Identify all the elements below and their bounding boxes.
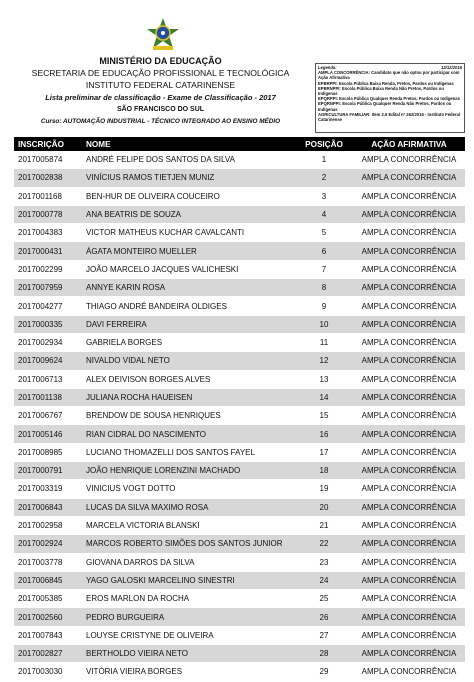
acao-afirmativa-cell: AMPLA CONCORRÊNCIA [353,242,465,260]
acao-afirmativa-cell: AMPLA CONCORRÊNCIA [353,425,465,443]
legend-item: AMPLA CONCORRÊNCIA: Candidato que não optou por participar com Ação Afirmativa [318,70,460,81]
course-title: Curso: AUTOMAÇÃO INDUSTRIAL - TÉCNICO INTEGRADO AO ENSINO MÉDIO [40,118,281,125]
table-row [14,626,465,644]
table-row [14,205,465,223]
posicao-cell: 10 [295,315,353,333]
inscricao-cell: 2017006845 [14,571,82,589]
inscricao-cell: 2017002560 [14,608,82,626]
inscricao-cell: 2017001168 [14,187,82,205]
posicao-cell: 11 [295,333,353,351]
acao-afirmativa-cell: AMPLA CONCORRÊNCIA [353,151,465,169]
nome-cell: NIVALDO VIDAL NETO [82,352,295,370]
acao-afirmativa-cell: AMPLA CONCORRÊNCIA [353,388,465,406]
posicao-cell: 19 [295,480,353,498]
table-row [14,462,465,480]
posicao-cell: 9 [295,297,353,315]
acao-afirmativa-cell: AMPLA CONCORRÊNCIA [353,315,465,333]
posicao-cell: 14 [295,388,353,406]
table-row [14,187,465,205]
posicao-cell: 8 [295,279,353,297]
nome-cell: ALEX DEIVISON BORGES ALVES [82,370,295,388]
inscricao-cell: 2017002934 [14,333,82,351]
posicao-cell: 1 [295,151,353,169]
table-row [14,169,465,187]
table-row [14,388,465,406]
inscricao-cell: 2017007959 [14,279,82,297]
inscricao-cell: 2017003030 [14,663,82,681]
acao-afirmativa-cell: AMPLA CONCORRÊNCIA [353,590,465,608]
nome-cell: YAGO GALOSKI MARCELINO SINESTRI [82,571,295,589]
table-row [14,279,465,297]
table-row [14,516,465,534]
table-row [14,224,465,242]
table-row [14,151,465,169]
table-header-row [14,137,465,151]
legend-title: Legenda: [318,65,337,70]
table-row [14,242,465,260]
table-row [14,480,465,498]
inscricao-cell: 2017002958 [14,516,82,534]
inscricao-cell: 2017005385 [14,590,82,608]
inscricao-cell: 2017005146 [14,425,82,443]
posicao-cell: 27 [295,626,353,644]
posicao-cell: 28 [295,645,353,663]
acao-afirmativa-cell: AMPLA CONCORRÊNCIA [353,480,465,498]
nome-cell: RIAN CIDRAL DO NASCIMENTO [82,425,295,443]
legend-box [315,63,465,133]
column-header-inscricao: INSCRIÇÃO [14,137,82,151]
acao-afirmativa-cell: AMPLA CONCORRÊNCIA [353,297,465,315]
posicao-cell: 4 [295,205,353,223]
inscricao-cell: 2017004277 [14,297,82,315]
acao-afirmativa-cell: AMPLA CONCORRÊNCIA [353,205,465,223]
institute-title: INSTITUTO FEDERAL CATARINENSE [85,80,236,90]
acao-afirmativa-cell: AMPLA CONCORRÊNCIA [353,224,465,242]
nome-cell: ANDRÉ FELIPE DOS SANTOS DA SILVA [82,151,295,169]
inscricao-cell: 2017000431 [14,242,82,260]
acao-afirmativa-cell: AMPLA CONCORRÊNCIA [353,553,465,571]
inscricao-cell: 2017009624 [14,352,82,370]
table-row [14,352,465,370]
table-row [14,315,465,333]
nome-cell: MARCOS ROBERTO SIMÕES DOS SANTOS JUNIOR [82,535,295,553]
acao-afirmativa-cell: AMPLA CONCORRÊNCIA [353,260,465,278]
inscricao-cell: 2017003319 [14,480,82,498]
inscricao-cell: 2017002924 [14,535,82,553]
nome-cell: JULIANA ROCHA HAUEISEN [82,388,295,406]
acao-afirmativa-cell: AMPLA CONCORRÊNCIA [353,370,465,388]
nome-cell: GIOVANA DARROS DA SILVA [82,553,295,571]
posicao-cell: 13 [295,370,353,388]
nome-cell: ANNYE KARIN ROSA [82,279,295,297]
nome-cell: VINÍCIUS RAMOS TIETJEN MUNIZ [82,169,295,187]
posicao-cell: 12 [295,352,353,370]
inscricao-cell: 2017005874 [14,151,82,169]
acao-afirmativa-cell: AMPLA CONCORRÊNCIA [353,279,465,297]
table-row [14,645,465,663]
nome-cell: GABRIELA BORGES [82,333,295,351]
list-title: Lista preliminar de classificação - Exame de Classificação - 2017 [45,93,276,102]
legend-item: EPBRPPI: Escola Pública Baixa Renda, Pretos, Pardos ou Indígenas [318,80,454,86]
nome-cell: ANA BEATRIS DE SOUZA [82,205,295,223]
table-row [14,425,465,443]
inscricao-cell: 2017001138 [14,388,82,406]
nome-cell: DAVI FERREIRA [82,315,295,333]
nome-cell: LUCAS DA SILVA MAXIMO ROSA [82,498,295,516]
acao-afirmativa-cell: AMPLA CONCORRÊNCIA [353,571,465,589]
posicao-cell: 2 [295,169,353,187]
inscricao-cell: 2017003778 [14,553,82,571]
acao-afirmativa-cell: AMPLA CONCORRÊNCIA [353,626,465,644]
nome-cell: THIAGO ANDRÉ BANDEIRA OLDIGES [82,297,295,315]
classification-table [14,137,465,682]
acao-afirmativa-cell: AMPLA CONCORRÊNCIA [353,352,465,370]
column-header-acao-afirmativa: AÇÃO AFIRMATIVA [353,137,465,151]
acao-afirmativa-cell: AMPLA CONCORRÊNCIA [353,498,465,516]
ministry-title: MINISTÉRIO DA EDUCAÇÃO [99,56,222,66]
posicao-cell: 6 [295,242,353,260]
acao-afirmativa-cell: AMPLA CONCORRÊNCIA [353,443,465,461]
legend-item: EPBRNPPI: Escola Pública Baixa Renda Não Pretos, Pardos ou Indígenas [318,85,444,97]
acao-afirmativa-cell: AMPLA CONCORRÊNCIA [353,407,465,425]
table-row [14,663,465,681]
nome-cell: PEDRO BURGUEIRA [82,608,295,626]
inscricao-cell: 2017002299 [14,260,82,278]
nome-cell: JOÃO HENRIQUE LORENZINI MACHADO [82,462,295,480]
legend-item: EPQRPPI: Escola Pública Qualquer Renda Pretos, Pardos ou Indígenas [318,96,460,102]
posicao-cell: 5 [295,224,353,242]
table-row [14,608,465,626]
legend-item: AGRICULTURA FAMILIAR: Item 2.6 Edital nº 262/2016 - Instituto Federal Catarinense [318,111,461,123]
inscricao-cell: 2017004383 [14,224,82,242]
header-text-block [8,56,313,128]
nome-cell: BRENDOW DE SOUSA HENRIQUES [82,407,295,425]
brazil-coat-of-arms-icon [145,17,181,53]
nome-cell: VINICIUS VOGT DOTTO [82,480,295,498]
inscricao-cell: 2017006713 [14,370,82,388]
nome-cell: BERTHOLDO VIEIRA NETO [82,645,295,663]
document-header [0,0,474,140]
posicao-cell: 16 [295,425,353,443]
inscricao-cell: 2017008985 [14,443,82,461]
campus-title: SÃO FRANCISCO DO SUL [116,106,205,113]
inscricao-cell: 2017000791 [14,462,82,480]
table-row [14,590,465,608]
acao-afirmativa-cell: AMPLA CONCORRÊNCIA [353,608,465,626]
posicao-cell: 29 [295,663,353,681]
table-row [14,333,465,351]
posicao-cell: 15 [295,407,353,425]
nome-cell: EROS MARLON DA ROCHA [82,590,295,608]
column-header-posicao: POSIÇÃO [295,137,353,151]
acao-afirmativa-cell: AMPLA CONCORRÊNCIA [353,663,465,681]
table-row [14,297,465,315]
table-row [14,498,465,516]
inscricao-cell: 2017002827 [14,645,82,663]
inscricao-cell: 2017000335 [14,315,82,333]
posicao-cell: 7 [295,260,353,278]
nome-cell: ÁGATA MONTEIRO MUELLER [82,242,295,260]
table-row [14,571,465,589]
nome-cell: LUCIANO THOMAZELLI DOS SANTOS FAYEL [82,443,295,461]
acao-afirmativa-cell: AMPLA CONCORRÊNCIA [353,187,465,205]
posicao-cell: 23 [295,553,353,571]
posicao-cell: 3 [295,187,353,205]
posicao-cell: 20 [295,498,353,516]
posicao-cell: 24 [295,571,353,589]
acao-afirmativa-cell: AMPLA CONCORRÊNCIA [353,462,465,480]
posicao-cell: 26 [295,608,353,626]
nome-cell: MARCELA VICTORIA BLANSKI [82,516,295,534]
secretariat-title: SECRETARIA DE EDUCAÇÃO PROFISSIONAL E TECNOLÓGICA [31,68,290,78]
acao-afirmativa-cell: AMPLA CONCORRÊNCIA [353,516,465,534]
table-row [14,370,465,388]
inscricao-cell: 2017002838 [14,169,82,187]
inscricao-cell: 2017006843 [14,498,82,516]
posicao-cell: 18 [295,462,353,480]
table-row [14,407,465,425]
inscricao-cell: 2017007843 [14,626,82,644]
acao-afirmativa-cell: AMPLA CONCORRÊNCIA [353,333,465,351]
posicao-cell: 21 [295,516,353,534]
inscricao-cell: 2017000778 [14,205,82,223]
acao-afirmativa-cell: AMPLA CONCORRÊNCIA [353,169,465,187]
acao-afirmativa-cell: AMPLA CONCORRÊNCIA [353,645,465,663]
table-row [14,260,465,278]
table-row [14,553,465,571]
table-row [14,443,465,461]
legend-item: EPQRNPPI: Escola Pública Qualquer Renda Não Pretos, Pardos ou Indígenas [318,101,452,112]
table-row [14,535,465,553]
nome-cell: JOÃO MARCELO JACQUES VALICHESKI [82,260,295,278]
legend-date: 12/12/2016 [441,65,462,70]
nome-cell: LOUYSE CRISTYNE DE OLIVEIRA [82,626,295,644]
acao-afirmativa-cell: AMPLA CONCORRÊNCIA [353,535,465,553]
nome-cell: BEN-HUR DE OLIVEIRA COUCEIRO [82,187,295,205]
inscricao-cell: 2017006767 [14,407,82,425]
posicao-cell: 22 [295,535,353,553]
column-header-nome: NOME [82,137,295,151]
posicao-cell: 17 [295,443,353,461]
posicao-cell: 25 [295,590,353,608]
nome-cell: VICTOR MATHEUS KUCHAR CAVALCANTI [82,224,295,242]
nome-cell: VITÓRIA VIEIRA BORGES [82,663,295,681]
